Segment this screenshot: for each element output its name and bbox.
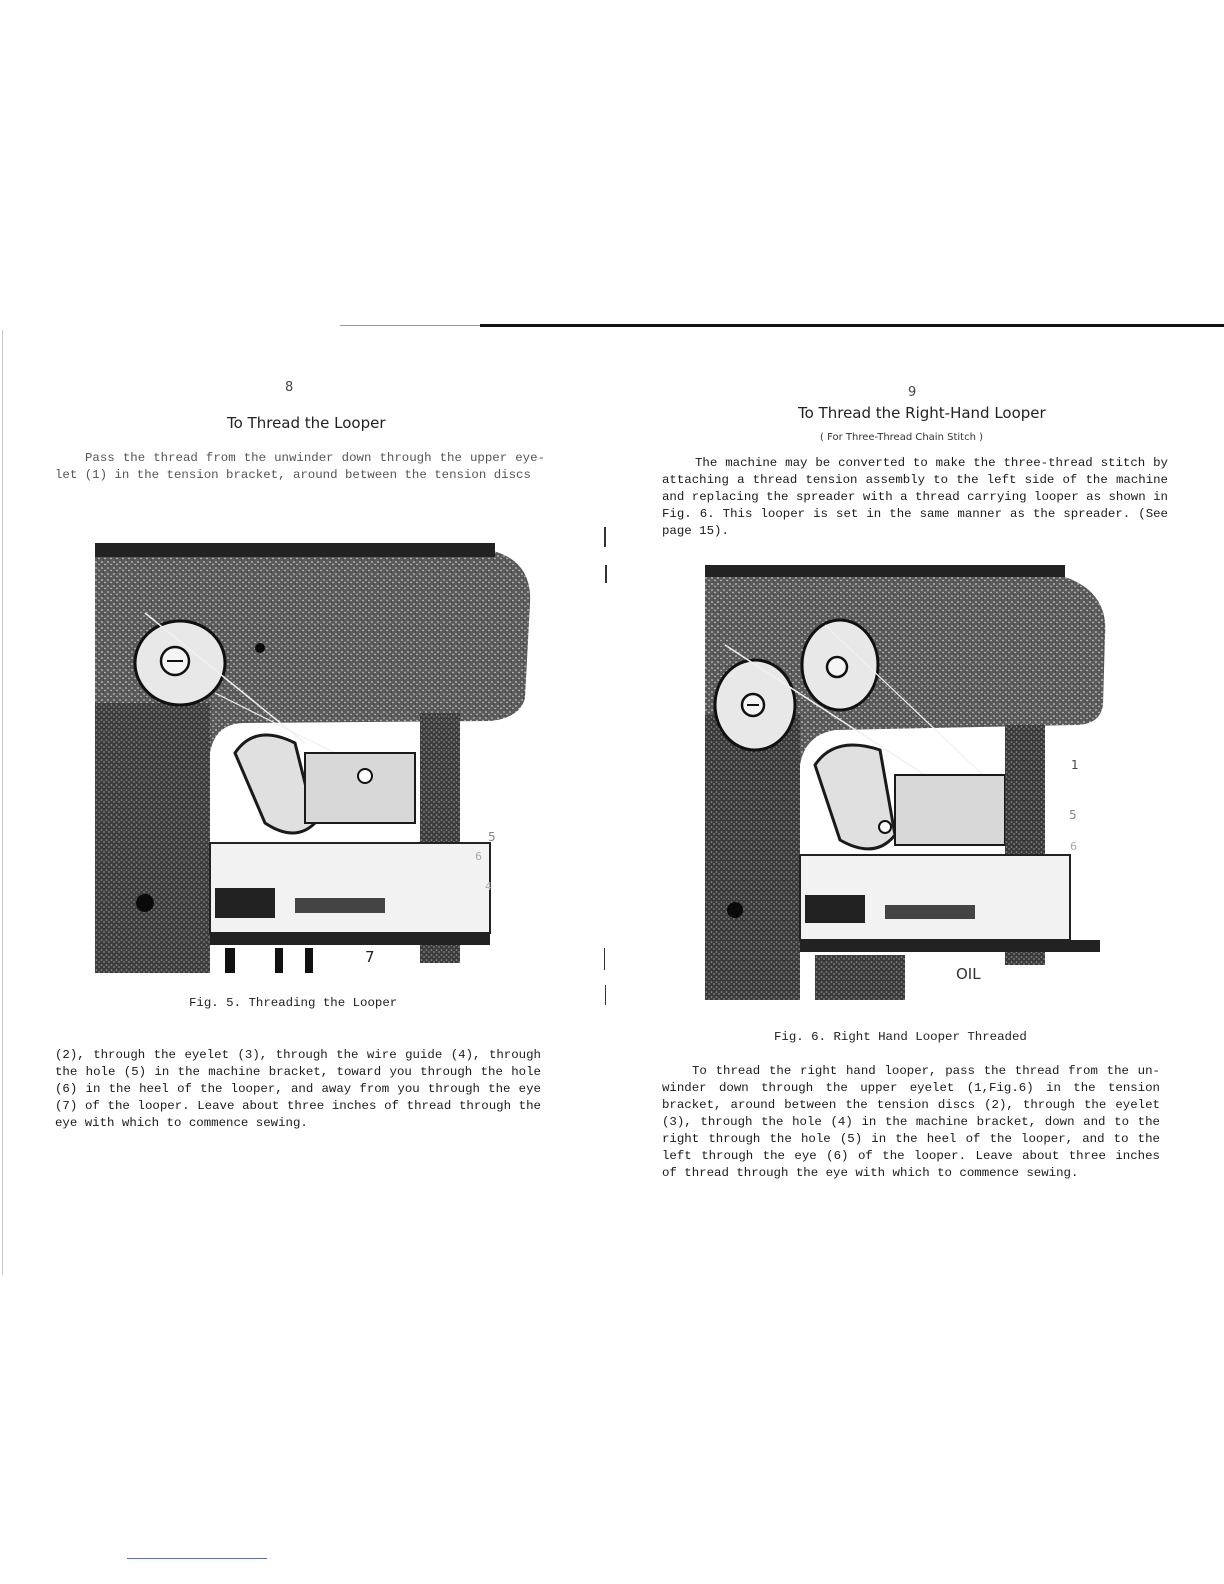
- top-rule-faint: [340, 325, 480, 326]
- callout-5: 5: [1069, 808, 1077, 822]
- gutter-mark: [604, 948, 605, 970]
- callout-1: 1: [1071, 758, 1079, 772]
- page-number: 9: [908, 385, 917, 400]
- body-paragraph: To thread the right hand looper, pass the thread from the un-winder down through the upper eyelet (1,Fig.6) in the tension bracket, around between the tension discs (2), through the eyelet (3), through the hole (4) in the machine bracket, down and to the right through the hole (5) in the heel of the looper, and to the left through the eye (6) of the looper. Leave about three inches of thread through the eye with which to commence sewing.: [662, 1064, 1160, 1180]
- page-title: To Thread the Right-Hand Looper: [798, 404, 1046, 422]
- intro-paragraph: Pass the thread from the unwinder down through the upper eye-let (1) in the tension bracket, around between the tension discs: [55, 451, 545, 482]
- top-rule: [480, 324, 1224, 327]
- figure-6-caption: Fig. 6. Right Hand Looper Threaded: [774, 1030, 1027, 1044]
- intro-paragraph: The machine may be converted to make the three-thread stitch by attaching a thread tension assembly to the left side of the machine and replacing the spreader with a thread carrying looper as shown in Fig. 6. This looper is set in the same manner as the spreader. (See page 15).: [662, 456, 1168, 538]
- page-edge: [2, 330, 3, 1275]
- callout-7: 7: [365, 948, 375, 966]
- gutter-mark: [605, 565, 607, 583]
- callout-6: 6: [475, 850, 482, 863]
- figure-5-caption: Fig. 5. Threading the Looper: [189, 996, 398, 1010]
- gutter-mark: [604, 527, 606, 547]
- callout-6: 6: [1070, 840, 1077, 853]
- page-number: 8: [285, 380, 294, 395]
- figure-6-photo: [705, 565, 1135, 1000]
- page-title: To Thread the Looper: [227, 414, 386, 432]
- oil-label: OIL: [956, 965, 981, 983]
- bottom-underline: [127, 1558, 267, 1559]
- figure-5-photo: [95, 543, 533, 973]
- callout-4: 4: [485, 880, 492, 893]
- continuation-paragraph: (2), through the eyelet (3), through the wire guide (4), through the hole (5) in the machine bracket, toward you through the hole (6) in the heel of the looper, and away from you through the eye (7) of the looper. Leave about three inches of thread through the eye with which to commence sewing.: [55, 1048, 541, 1130]
- gutter-mark: [605, 985, 606, 1005]
- callout-5: 5: [488, 830, 496, 844]
- page-subtitle: ( For Three-Thread Chain Stitch ): [820, 432, 983, 443]
